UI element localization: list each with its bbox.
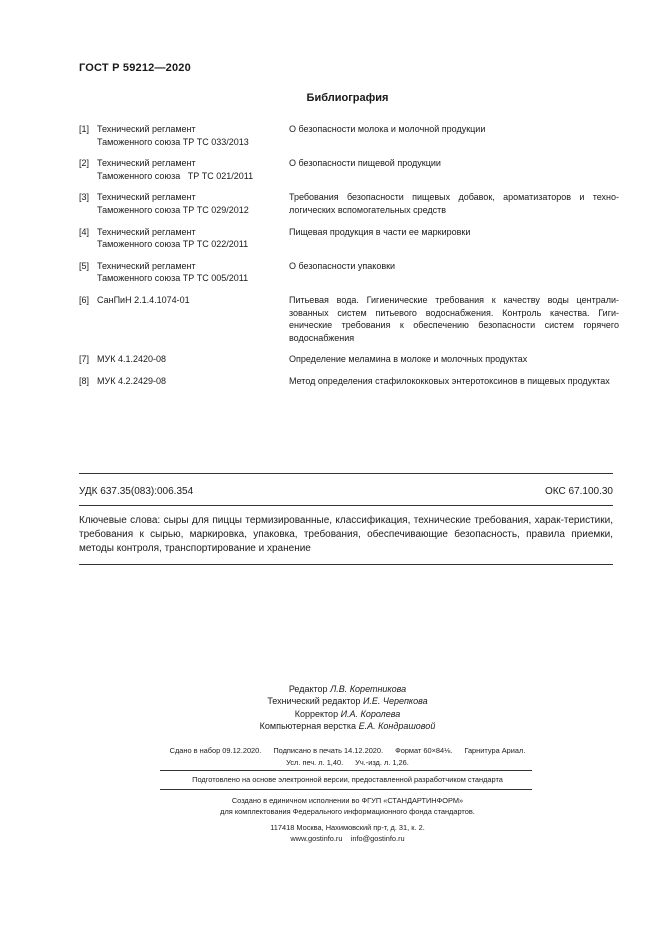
reference-line: Технический регламент (97, 158, 196, 169)
entry-title: Пищевая продукция в части ее маркировки (289, 226, 471, 237)
credit-line (34, 695, 661, 707)
divider-imprint (160, 770, 532, 771)
reference-line: Технический регламент (97, 192, 196, 203)
credit-line (34, 720, 661, 732)
entry-reference (94, 123, 289, 148)
entry-reference (94, 294, 289, 344)
keywords (79, 514, 613, 556)
entry-title: Питьевая вода. Гигиенические требования к качеству воды централи-зованных систем питьевого водоснабжения. Контроль качества. Гиги-енические требования к обеспечению безопасности систем горячего водоснабжения (289, 294, 619, 343)
credit-name: Л.В. Коретникова (330, 684, 407, 694)
typeset-date: Сдано в набор 09.12.2020. (169, 746, 262, 755)
entry-reference (94, 375, 289, 388)
divider-bottom (79, 564, 613, 565)
prepared-note: Подготовлено на основе электронной версии, предоставленной разработчиком стандарта (192, 775, 503, 784)
bibliography-entry (79, 260, 619, 285)
entry-reference (94, 191, 289, 216)
bibliography-entry (79, 375, 619, 388)
entry-title: О безопасности молока и молочной продукции (289, 124, 486, 134)
entry-reference (94, 157, 289, 182)
reference-line: Таможенного союза ТР ТС 021/2011 (97, 170, 254, 181)
entry-number: [6] (79, 294, 90, 305)
divider-top (79, 473, 613, 474)
publisher-line: Создано в единичном исполнении во ФГУП «СТАНДАРТИНФОРМ» (231, 796, 464, 805)
entry-title: Требования безопасности пищевых добавок, ароматизаторов и техно-логических вспомогательных средств (289, 192, 619, 215)
oks-code: ОКС 67.100.30 (545, 486, 613, 497)
entry-number: [2] (79, 158, 90, 169)
credit-role: Редактор (288, 684, 328, 694)
format: Формат 60×84⅛. (395, 746, 453, 755)
entry-reference (94, 353, 289, 366)
bibliography-title: Библиография (306, 92, 389, 104)
reference-line: Таможенного союза ТР ТС 022/2011 (97, 239, 249, 250)
bibliography-entry (79, 226, 619, 251)
print-sheets: Усл. печ. л. 1,40. (286, 757, 344, 767)
reference-line: Технический регламент (97, 226, 196, 237)
standard-number: ГОСТ Р 59212—2020 (79, 62, 191, 74)
credit-line (34, 683, 661, 695)
bibliography-entry (79, 353, 619, 366)
print-date: Подписано в печать 14.12.2020. (273, 746, 384, 755)
publisher-email[interactable]: info@gostinfo.ru (350, 833, 405, 843)
publisher-sheets: Уч.-изд. л. 1,26. (355, 757, 409, 767)
credits (0, 683, 661, 733)
reference-line: Таможенного союза ТР ТС 033/2013 (97, 136, 249, 147)
bibliography-list (79, 123, 619, 397)
entry-number: [4] (79, 226, 90, 237)
divider-publisher (160, 789, 532, 790)
bibliography-entry (79, 191, 619, 216)
imprint-line (34, 757, 661, 769)
reference-line: МУК 4.2.2429-08 (97, 375, 166, 386)
credit-name: И.А. Королева (340, 708, 401, 719)
divider-middle (79, 505, 613, 506)
entry-title: О безопасности пищевой продукции (289, 158, 441, 169)
credit-name: И.Е. Черепкова (362, 696, 428, 707)
publisher-contacts (34, 833, 661, 844)
bibliography-entry (79, 294, 619, 344)
entry-number: [5] (79, 260, 90, 271)
publisher-address: 117418 Москва, Нахимовский пр-т, д. 31, к. 2. (270, 822, 425, 832)
entry-title: О безопасности упаковки (289, 260, 396, 271)
credit-line (34, 708, 661, 720)
reference-line: Технический регламент (97, 260, 196, 271)
entry-number: [7] (79, 354, 90, 365)
imprint (0, 745, 661, 768)
udk-code: УДК 637.35(083):006.354 (79, 486, 194, 497)
reference-line: СанПиН 2.1.4.1074-01 (97, 294, 190, 305)
reference-line: Технический регламент (97, 124, 196, 134)
publisher-line: для комплектования Федерального информационного фонда стандартов. (220, 807, 475, 817)
entry-title: Определение меламина в молоке и молочных продуктах (289, 354, 528, 365)
bibliography-entry (79, 157, 619, 182)
entry-number: [3] (79, 192, 90, 203)
entry-reference (94, 260, 289, 285)
imprint-line (34, 745, 661, 757)
publisher-site[interactable]: www.gostinfo.ru (290, 833, 343, 843)
publisher-info (0, 795, 661, 844)
credit-role: Компьютерная верстка (259, 721, 357, 732)
keywords-label: Ключевые слова: (79, 515, 161, 526)
keywords-text: сыры для пиццы термизированные, классификация, технические требования, харак-теристики, требования к сырью, маркировка, упаковка, требования, обеспечивающие безопасность, правила приемки, методы контроля, транспортирование и хранение (79, 515, 613, 554)
bibliography-entry (79, 123, 619, 148)
entry-reference (94, 226, 289, 251)
entry-number: [1] (79, 124, 90, 134)
entry-number: [8] (79, 375, 90, 386)
reference-line: Таможенного союза ТР ТС 029/2012 (97, 204, 249, 215)
credit-role: Корректор (294, 708, 339, 719)
credit-role: Технический редактор (267, 696, 361, 707)
typeface: Гарнитура Ариал. (464, 746, 526, 755)
entry-title: Метод определения стафилококковых энтеротоксинов в пищевых продуктах (289, 375, 610, 386)
reference-line: МУК 4.1.2420-08 (97, 354, 166, 365)
credit-name: Е.А. Кондрашовой (358, 721, 436, 732)
reference-line: Таможенного союза ТР ТС 005/2011 (97, 273, 249, 284)
